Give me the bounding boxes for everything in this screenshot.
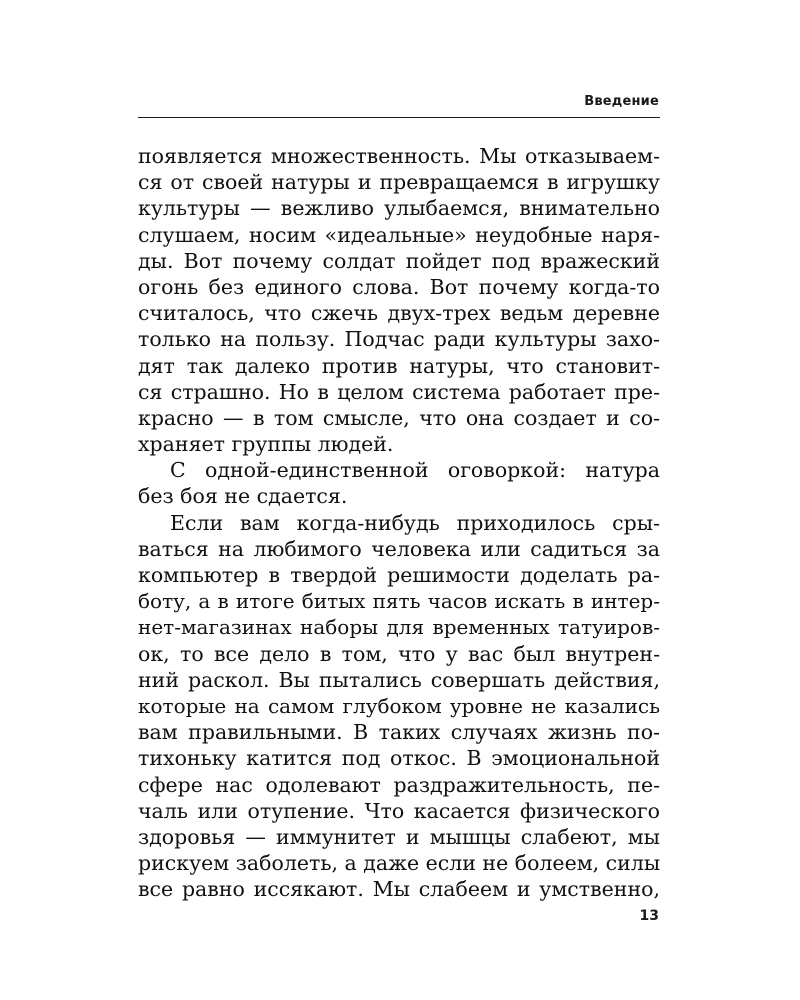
- paragraph-first-line: Если вам когда-нибудь приходилось сры-: [170, 510, 660, 535]
- text-line: появляется множественность. Мы отказываем-: [138, 144, 660, 168]
- body-text: [138, 143, 660, 902]
- header-rule: [138, 117, 660, 118]
- page-number: 13: [639, 908, 659, 924]
- text-line: тихоньку катится под откос. В эмоциональной: [138, 746, 660, 771]
- text-line: красно — в том смысле, что она создает и со-: [138, 405, 660, 430]
- text-line: дят так далеко против натуры, что становит-: [138, 353, 660, 378]
- text-line: культуры — вежливо улыбаемся, внимательно: [138, 196, 660, 221]
- text-line: ок, то все дело в том, что у вас был внутрен-: [138, 641, 660, 666]
- text-line: которые на самом глубоком уровне не казались: [138, 693, 660, 718]
- text-line: считалось, что сжечь двух-трех ведьм деревне: [138, 301, 660, 326]
- text-line: вам правильными. В таких случаях жизнь по-: [138, 720, 660, 745]
- text-line: огонь без единого слова. Вот почему когда-то: [138, 274, 660, 299]
- text-line: боту, а в итоге битых пять часов искать в интер-: [138, 589, 660, 614]
- text-line: компьютер в твердой решимости доделать ра-: [138, 563, 660, 587]
- text-line: рискуем заболеть, а даже если не болеем, силы: [138, 851, 660, 876]
- text-line: здоровья — иммунитет и мышцы слабеют, мы: [138, 824, 660, 849]
- paragraph-first-line: С одной-единственной оговоркой: натура: [170, 458, 660, 483]
- text-line: ся страшно. Но в целом система работает пре-: [138, 379, 660, 404]
- paragraph-end-line: храняет группы людей.: [138, 432, 394, 457]
- running-head: Введение: [584, 94, 659, 109]
- text-line: ды. Вот почему солдат пойдет под вражеский: [138, 248, 660, 273]
- text-line: чаль или отупение. Что касается физического: [138, 798, 660, 823]
- text-line: ся от своей натуры и превращаемся в игрушку: [138, 170, 660, 195]
- text-line: все равно иссякают. Мы слабеем и умственно,: [138, 877, 660, 902]
- text-line: только на пользу. Подчас ради культуры захо-: [138, 327, 660, 352]
- paragraph-end-line: без боя не сдается.: [138, 484, 348, 509]
- text-line: слушаем, носим «идеальные» неудобные наря-: [138, 222, 660, 247]
- text-line: сфере нас одолевают раздражительность, пе-: [138, 772, 660, 797]
- text-line: нет-магазинах наборы для временных татуиров-: [138, 615, 660, 640]
- text-line: ваться на любимого человека или садиться за: [138, 536, 660, 561]
- text-line: ний раскол. Вы пытались совершать действия,: [138, 667, 660, 692]
